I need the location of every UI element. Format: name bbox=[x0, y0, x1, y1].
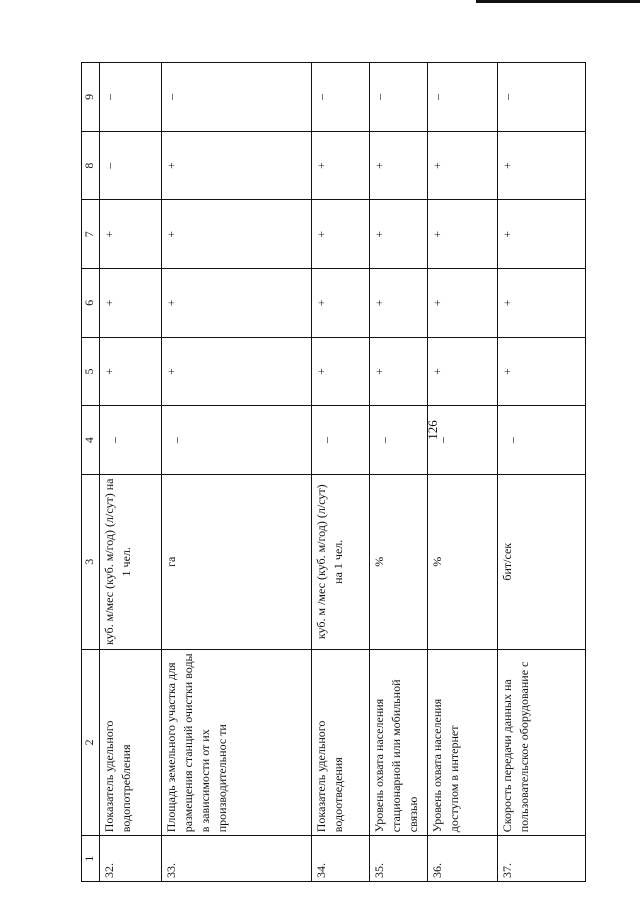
cell-c7: + bbox=[100, 200, 162, 269]
unit: бит/сек bbox=[498, 474, 586, 649]
indicator-table bbox=[81, 62, 586, 882]
cell-c8: + bbox=[312, 131, 370, 200]
unit: куб. м/мес (куб. м/год) (л/сут) на 1 чел. bbox=[100, 474, 162, 649]
cell-c6: + bbox=[100, 269, 162, 338]
cell-c5: + bbox=[162, 337, 312, 406]
col-header: 9 bbox=[82, 63, 100, 132]
cell-c5: + bbox=[498, 337, 586, 406]
cell-c6: + bbox=[428, 269, 498, 338]
col-header: 5 bbox=[82, 337, 100, 406]
cell-c9: – bbox=[100, 63, 162, 132]
cell-c6: + bbox=[498, 269, 586, 338]
col-header: 2 bbox=[82, 649, 100, 836]
cell-c8: + bbox=[498, 131, 586, 200]
rotated-table-container bbox=[81, 62, 586, 882]
cell-c9: – bbox=[370, 63, 428, 132]
cell-c7: + bbox=[312, 200, 370, 269]
table-row bbox=[162, 63, 312, 882]
cell-c8: + bbox=[162, 131, 312, 200]
cell-c9: – bbox=[428, 63, 498, 132]
indicator-name: Площадь земельного участка для размещения станций очистки воды в зависимости от их производительнос ти bbox=[162, 649, 312, 836]
cell-c4: – bbox=[312, 406, 370, 475]
indicator-name: Скорость передачи данных на пользовательское оборудование с bbox=[498, 649, 586, 836]
header-row bbox=[82, 63, 100, 882]
cell-c7: + bbox=[428, 200, 498, 269]
top-rule bbox=[476, 0, 640, 3]
cell-c9: – bbox=[162, 63, 312, 132]
row-number: 35. bbox=[370, 836, 428, 882]
cell-c5: + bbox=[312, 337, 370, 406]
table-row bbox=[498, 63, 586, 882]
unit: га bbox=[162, 474, 312, 649]
indicator-name: Показатель удельного водоотведения bbox=[312, 649, 370, 836]
cell-c7: + bbox=[162, 200, 312, 269]
col-header: 1 bbox=[82, 836, 100, 882]
table-row bbox=[428, 63, 498, 882]
cell-c5: + bbox=[100, 337, 162, 406]
cell-c6: + bbox=[162, 269, 312, 338]
table-row bbox=[312, 63, 370, 882]
row-number: 34. bbox=[312, 836, 370, 882]
cell-c4: – bbox=[370, 406, 428, 475]
indicator-name: Показатель удельного водопотребления bbox=[100, 649, 162, 836]
col-header: 6 bbox=[82, 269, 100, 338]
unit: % bbox=[370, 474, 428, 649]
indicator-name: Уровень охвата населения доступом в интернет bbox=[428, 649, 498, 836]
cell-c8: – bbox=[100, 131, 162, 200]
indicator-name: Уровень охвата населения стационарной или мобильной связью bbox=[370, 649, 428, 836]
cell-c4: – bbox=[162, 406, 312, 475]
cell-c4: – bbox=[428, 406, 498, 475]
row-number: 36. bbox=[428, 836, 498, 882]
cell-c5: + bbox=[428, 337, 498, 406]
cell-c4: – bbox=[498, 406, 586, 475]
unit: % bbox=[428, 474, 498, 649]
cell-c5: + bbox=[370, 337, 428, 406]
col-header: 3 bbox=[82, 474, 100, 649]
col-header: 7 bbox=[82, 200, 100, 269]
row-number: 37. bbox=[498, 836, 586, 882]
cell-c8: + bbox=[370, 131, 428, 200]
cell-c7: + bbox=[498, 200, 586, 269]
page-number: 126 bbox=[425, 420, 440, 440]
cell-c9: – bbox=[498, 63, 586, 132]
cell-c4: – bbox=[100, 406, 162, 475]
col-header: 4 bbox=[82, 406, 100, 475]
unit: куб. м /мес (куб. м/год) (л/сут) на 1 чел. bbox=[312, 474, 370, 649]
col-header: 8 bbox=[82, 131, 100, 200]
cell-c7: + bbox=[370, 200, 428, 269]
table-row bbox=[100, 63, 162, 882]
table-row bbox=[370, 63, 428, 882]
cell-c6: + bbox=[370, 269, 428, 338]
cell-c9: – bbox=[312, 63, 370, 132]
cell-c8: + bbox=[428, 131, 498, 200]
row-number: 32. bbox=[100, 836, 162, 882]
cell-c6: + bbox=[312, 269, 370, 338]
row-number: 33. bbox=[162, 836, 312, 882]
